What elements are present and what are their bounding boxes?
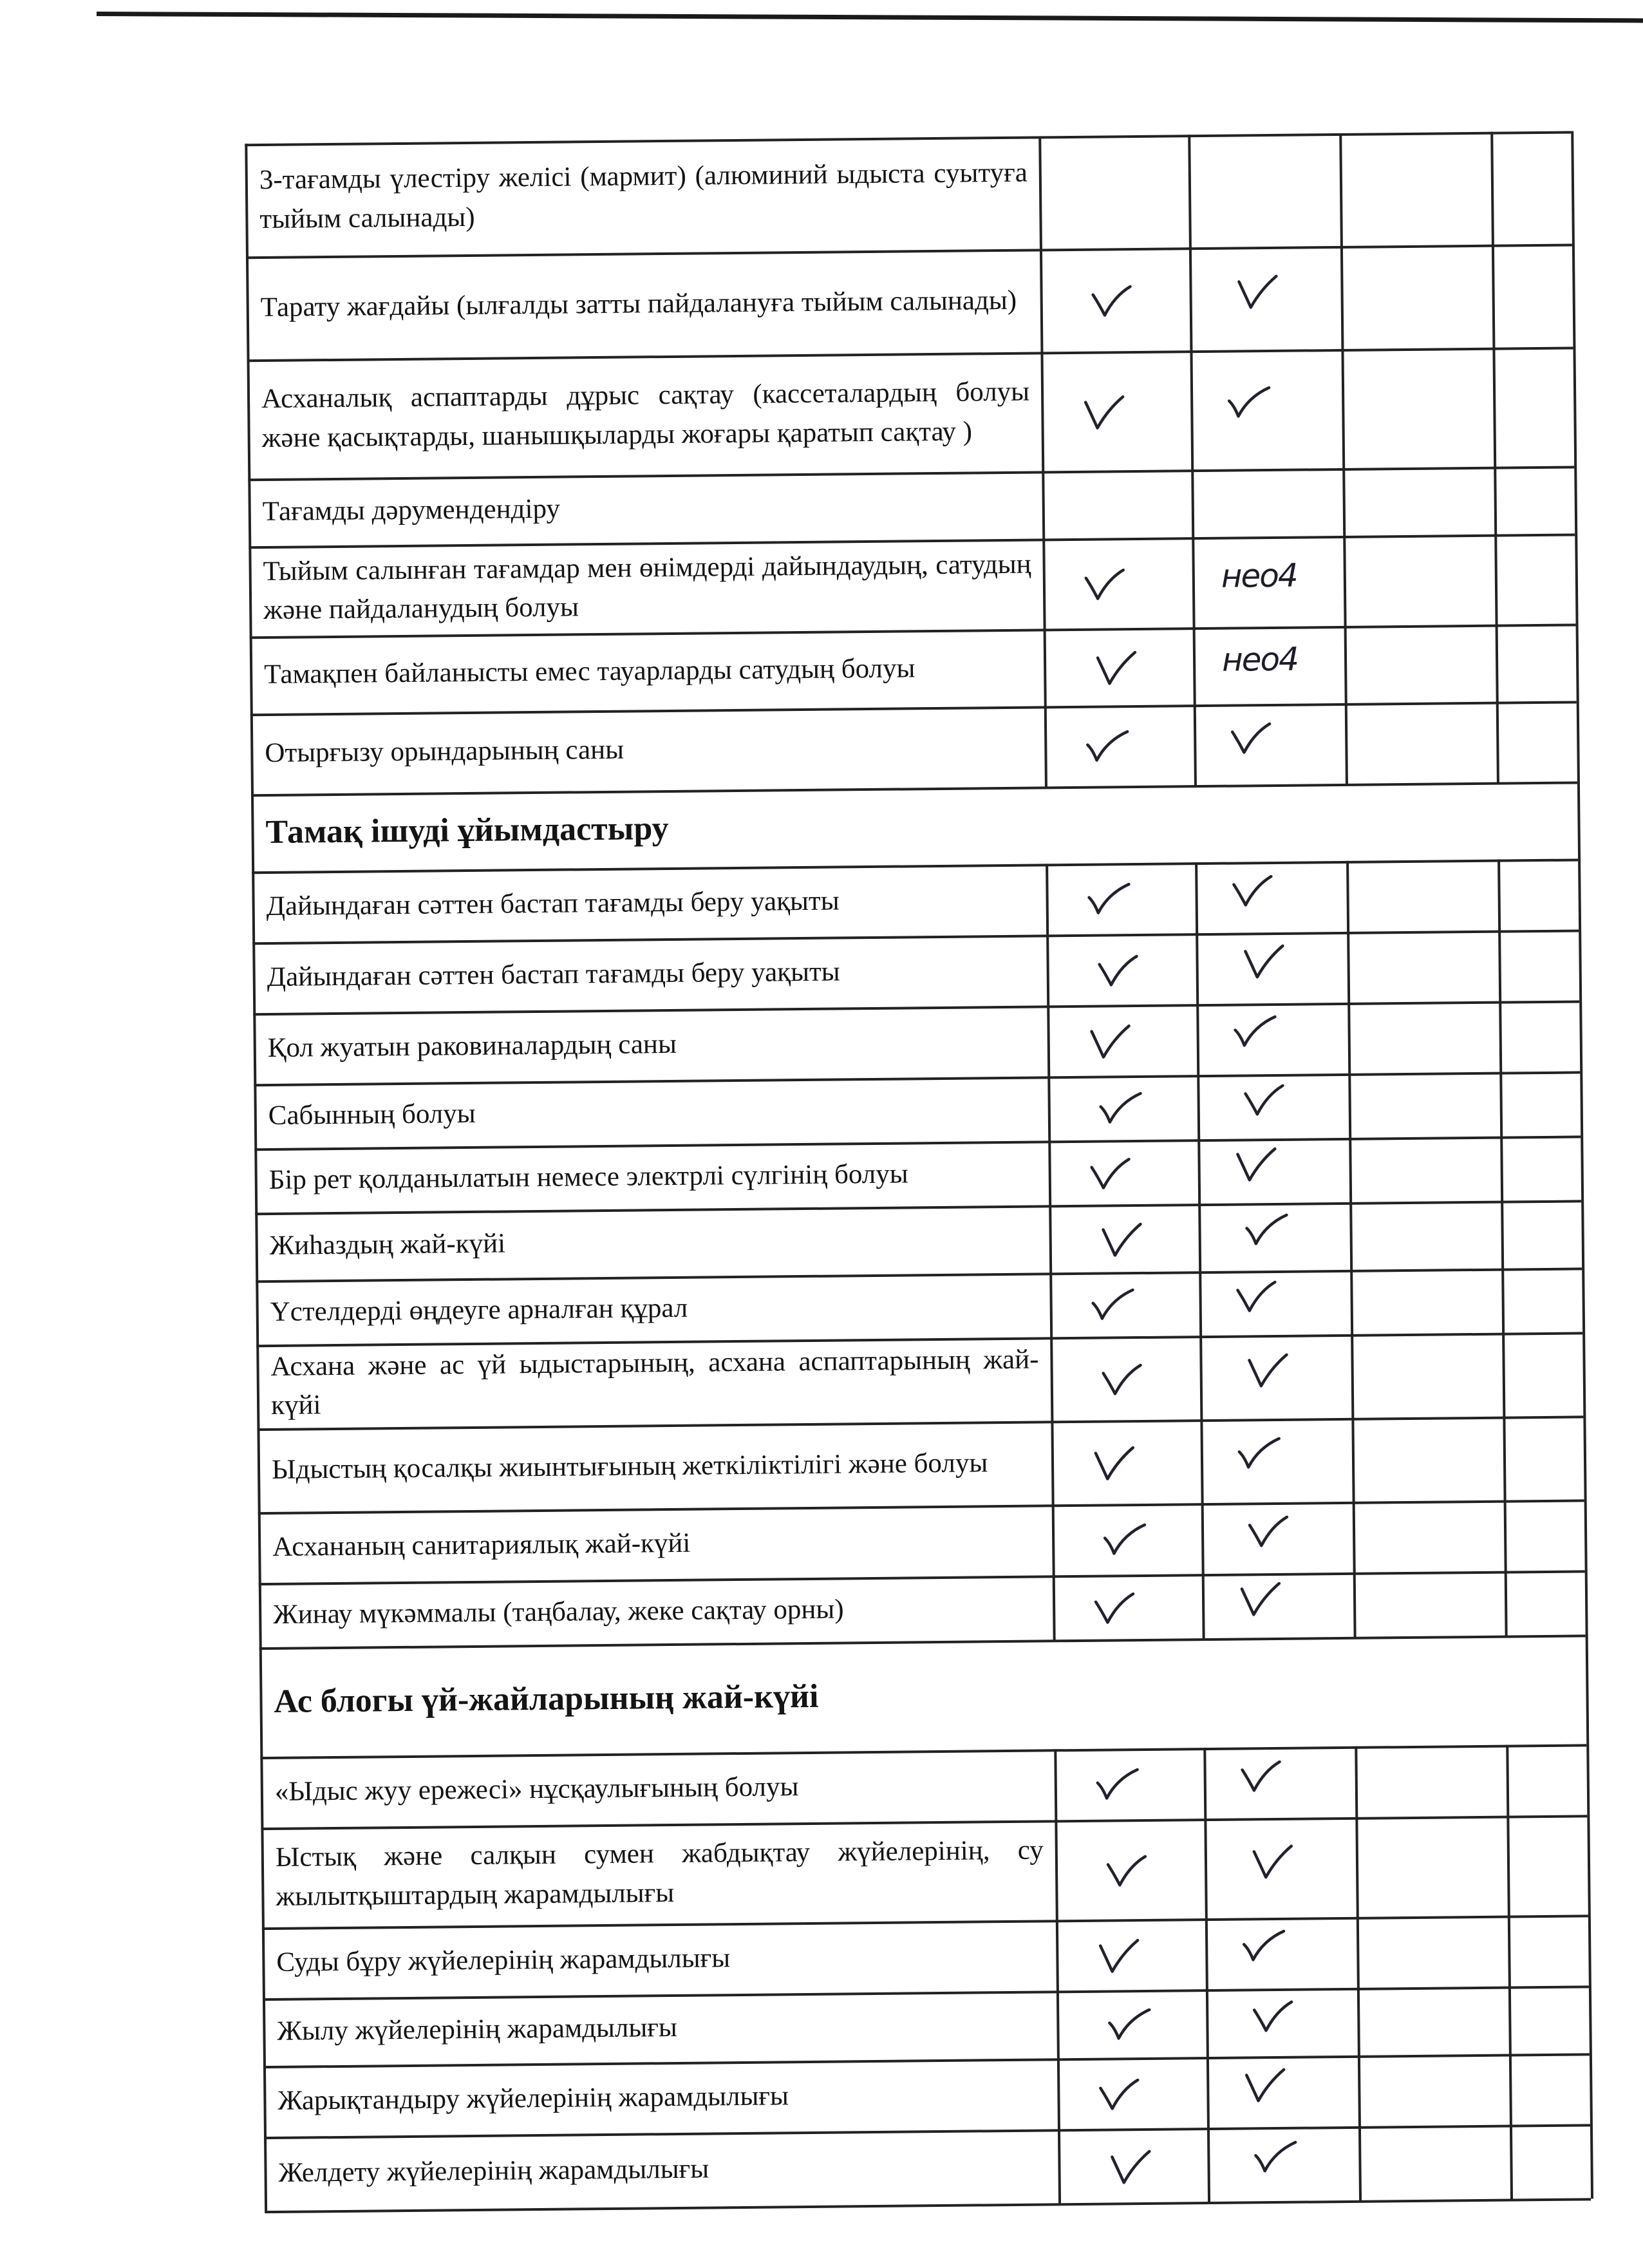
criterion-text: Асханалық аспаптарды дұрыс сақтау (кассеталардың болуы және қасықтарды, шанышқыларды жоғары қаратып сақтау ) xyxy=(261,376,1030,453)
criterion-text: «Ыдыс жуу ережесі» нұсқаулығының болуы xyxy=(274,1772,799,1807)
handwritten-check-mark xyxy=(1099,955,1141,989)
handwritten-note: нео4 xyxy=(1221,640,1299,679)
criterion-text: Үстелдерді өңдеуге арналған құрал xyxy=(270,1292,688,1327)
handwritten-check-mark xyxy=(1102,1224,1144,1258)
handwritten-check-mark xyxy=(1089,884,1131,918)
handwritten-check-mark xyxy=(1241,1583,1283,1618)
handwritten-check-mark xyxy=(1246,1214,1289,1249)
table-column-rule xyxy=(1490,132,1499,783)
table-column-rule xyxy=(1046,864,1056,1640)
criterion-text: Дайындаған сәттен бастап тағамды беру уақыты xyxy=(267,956,840,992)
handwritten-check-mark xyxy=(1237,1281,1280,1315)
section-heading: Тамақ ішуді ұйымдастыру xyxy=(265,809,669,851)
handwritten-check-mark xyxy=(1255,2142,1298,2176)
handwritten-check-mark xyxy=(1244,946,1286,980)
criterion-text: Ыдыстың қосалқы жиынтығының жеткіліктілігі және болуы xyxy=(271,1448,988,1485)
criterion-text: Жарықтандыру жүйелерінің жарамдылығы xyxy=(277,2081,789,2116)
handwritten-check-mark xyxy=(1242,1761,1284,1795)
handwritten-check-mark xyxy=(1232,722,1275,756)
section-heading: Ас блогы үй-жайларының жай-күйі xyxy=(274,1677,819,1720)
handwritten-check-mark xyxy=(1105,1525,1147,1559)
bleed-through-text xyxy=(679,79,685,109)
table-column-rule xyxy=(245,144,254,795)
criterion-text: Суды бұру жүйелерінің жарамдылығы xyxy=(276,1943,731,1978)
table-column-rule xyxy=(1195,862,1205,1639)
criterion-text: Желдету жүйелерінің жарамдылығы xyxy=(278,2153,709,2189)
handwritten-check-mark xyxy=(1245,1084,1288,1119)
handwritten-check-mark xyxy=(1235,1017,1277,1051)
handwritten-check-mark xyxy=(1093,285,1135,319)
handwritten-check-mark xyxy=(1100,2079,1143,2113)
handwritten-check-mark xyxy=(1111,2151,1153,2185)
handwritten-check-mark xyxy=(1229,387,1272,421)
handwritten-check-mark xyxy=(1109,2009,1152,2043)
table-column-rule xyxy=(1203,1748,1210,2202)
table-column-rule xyxy=(1577,781,1588,1635)
handwritten-check-mark xyxy=(1086,569,1129,603)
handwritten-note: нео4 xyxy=(1221,556,1297,595)
criterion-text: Жылу жүйелерінің жарамдылығы xyxy=(277,2012,678,2047)
handwritten-check-mark xyxy=(1236,1149,1279,1183)
handwritten-check-mark xyxy=(1096,652,1139,686)
handwritten-check-mark xyxy=(1254,2000,1297,2034)
criterion-text: 3-тағамды үлестіру желісі (мармит) (алюминий ыдыста суытуға тыйым салынады) xyxy=(259,157,1028,234)
criterion-text: Дайындаған сәттен бастап тағамды беру уақыты xyxy=(266,885,840,921)
table-column-rule xyxy=(251,794,262,1648)
handwritten-check-mark xyxy=(1101,1093,1143,1128)
handwritten-check-mark xyxy=(1248,1355,1290,1389)
criterion-text: Ыстық және салқын сумен жабдықтау жүйелерінің, су жылытқыштардың жарамдылығы xyxy=(275,1835,1044,1912)
handwritten-check-mark xyxy=(1098,1770,1140,1804)
criterion-text: Тарату жағдайы (ылғалды затты пайдалануға тыйым салынады) xyxy=(260,285,1017,323)
table-column-rule xyxy=(1054,1749,1061,2204)
table-column-rule xyxy=(1506,1745,1513,2200)
criterion-text: Тамақпен байланысты емес тауарларды сатудың болуы xyxy=(263,653,915,690)
criterion-text: Бір рет қолданылатын немесе электрлі сүлгінің болуы xyxy=(268,1158,908,1195)
handwritten-check-mark xyxy=(1084,397,1127,431)
handwritten-check-mark xyxy=(1087,732,1130,766)
criterion-text: Отырғызу орындарының саны xyxy=(265,735,624,769)
criterion-text: Асхананың санитариялық жай-күйі xyxy=(272,1527,691,1562)
table-column-rule xyxy=(1188,135,1197,786)
criterion-text: Тағамды дәрумендендіру xyxy=(262,494,561,527)
table-column-rule xyxy=(1339,133,1348,784)
criterion-text: Жиһаздың жай-күйі xyxy=(269,1228,506,1262)
handwritten-check-mark xyxy=(1096,1592,1138,1627)
table-column-rule xyxy=(1038,136,1047,787)
handwritten-check-mark xyxy=(1239,1439,1282,1473)
handwritten-check-mark xyxy=(1244,1931,1286,1965)
criterion-text: Қол жуатын раковиналардың саны xyxy=(267,1028,677,1063)
handwritten-check-mark xyxy=(1253,1846,1295,1880)
criterion-text: Тыйым салынған тағамдар мен өнімдерді дайындаудың, сатудың және пайдаланудың болуы xyxy=(263,549,1031,626)
handwritten-check-mark xyxy=(1094,1448,1137,1482)
table-column-rule xyxy=(1346,861,1357,1638)
criterion-text: Жинау мүкәммалы (таңбалау, жеке сақтау орны) xyxy=(273,1594,844,1630)
handwritten-check-mark xyxy=(1091,1026,1133,1060)
handwritten-check-mark xyxy=(1103,1364,1146,1398)
handwritten-check-mark xyxy=(1234,875,1276,909)
criterion-text: Сабынның болуы xyxy=(268,1098,476,1131)
table-column-rule xyxy=(1571,131,1580,782)
handwritten-check-mark xyxy=(1237,276,1280,310)
handwritten-check-mark xyxy=(1093,1290,1135,1324)
handwritten-check-mark xyxy=(1099,1940,1141,1974)
handwritten-check-mark xyxy=(1250,1516,1292,1550)
table-column-rule xyxy=(1497,860,1508,1636)
table-column-rule xyxy=(1355,1746,1362,2201)
handwritten-check-mark xyxy=(1091,1158,1134,1192)
criterion-text: Асхана және ас үй ыдыстарының, асхана аспаптарының жай-күйі xyxy=(270,1344,1039,1421)
handwritten-check-mark xyxy=(1108,1855,1150,1889)
handwritten-check-mark xyxy=(1245,2070,1288,2104)
